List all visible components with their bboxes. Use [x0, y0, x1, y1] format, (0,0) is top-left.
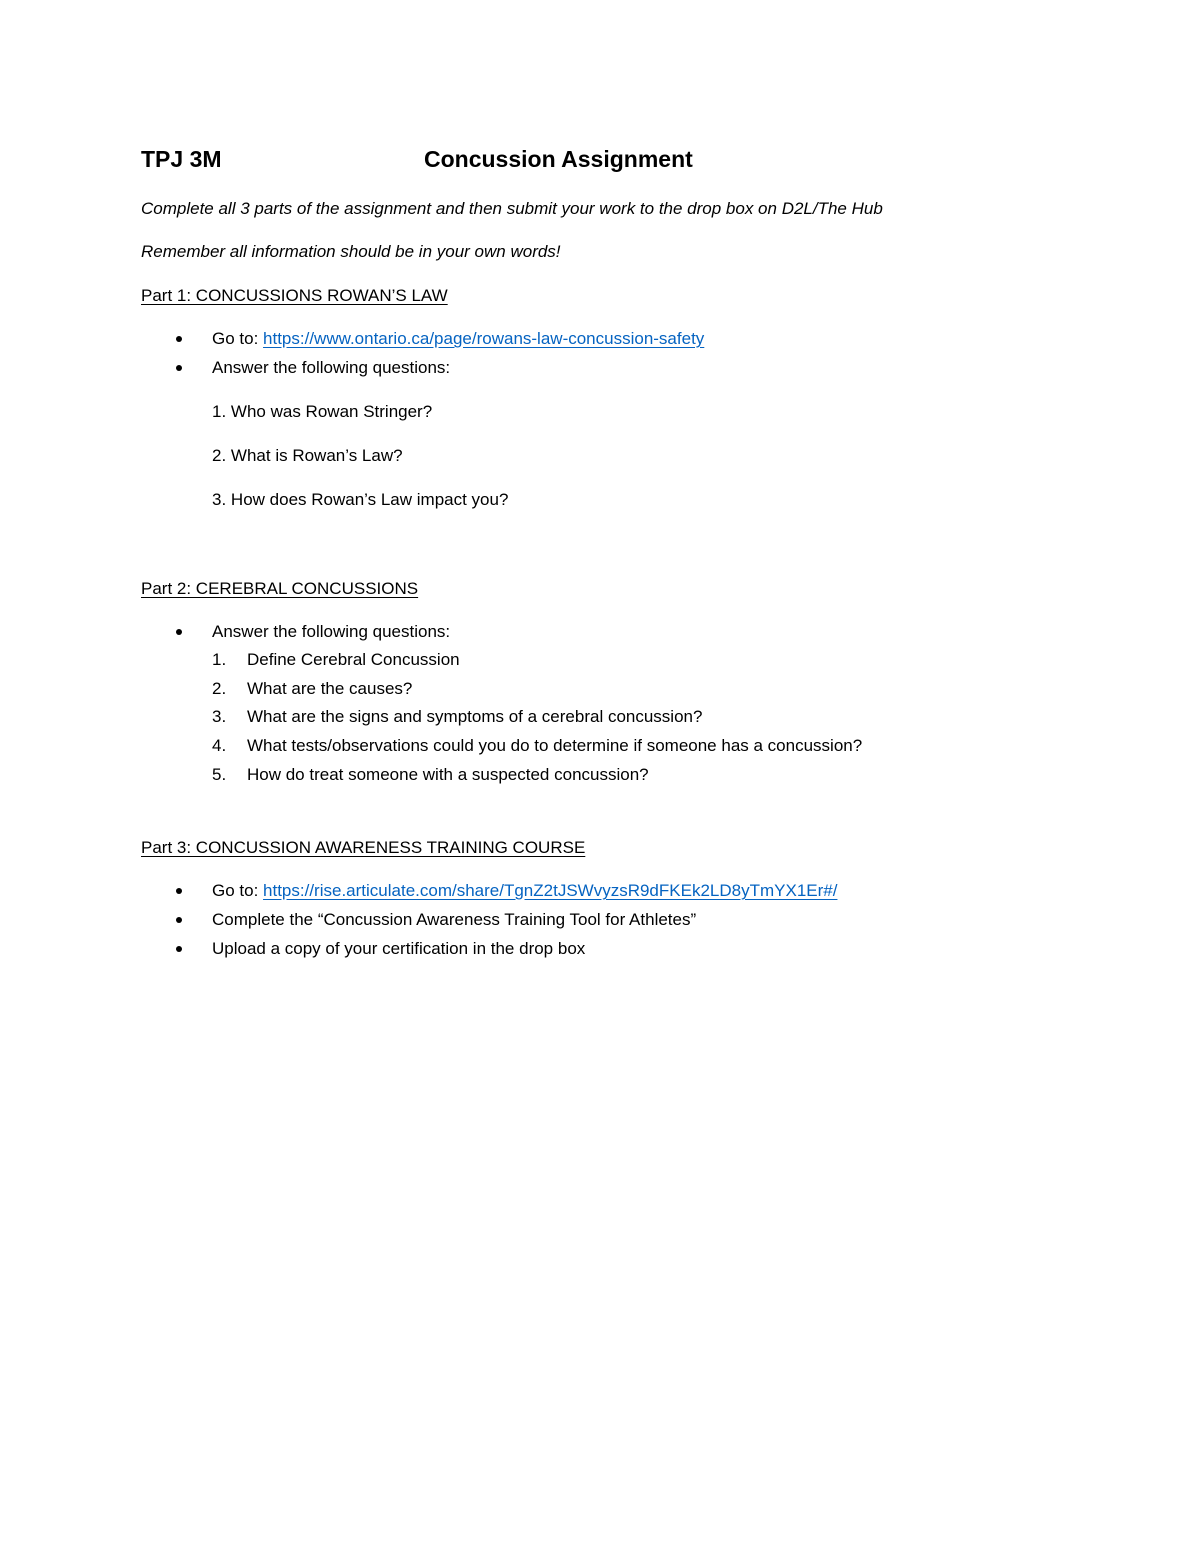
question-text: Who was Rowan Stringer?: [230, 402, 433, 421]
part3-goto-item: [212, 882, 837, 899]
part1-question-1: [212, 403, 432, 420]
question-text: What are the signs and symptoms of a cerebral concussion?: [247, 707, 703, 726]
part1-question-2: [212, 447, 403, 464]
part2-question-3: [212, 708, 702, 725]
question-number: 2.: [212, 446, 227, 465]
bullet-icon: [176, 365, 182, 371]
part1-answer-prompt: Answer the following questions:: [212, 358, 451, 377]
question-number: 5.: [212, 765, 227, 784]
question-number: 3.: [212, 707, 227, 726]
course-code: TPJ 3M: [141, 146, 222, 172]
goto-label: Go to:: [212, 329, 264, 348]
part2-answer-prompt: Answer the following questions:: [212, 622, 451, 641]
part3-upload-item: Upload a copy of your certification in the drop box: [212, 939, 586, 958]
bullet-icon: [176, 336, 182, 342]
bullet-icon: [176, 917, 182, 923]
question-text: What is Rowan’s Law?: [230, 446, 403, 465]
instructions-line-1: Complete all 3 parts of the assignment and then submit your work to the drop box on D2L/The Hub: [141, 199, 883, 218]
part3-complete-item: Complete the “Concussion Awareness Training Tool for Athletes”: [212, 910, 697, 929]
instructions-line-2: Remember all information should be in your own words!: [141, 242, 561, 261]
question-text: How does Rowan’s Law impact you?: [230, 490, 509, 509]
bullet-icon: [176, 629, 182, 635]
rowans-law-link[interactable]: https://www.ontario.ca/page/rowans-law-concussion-safety: [263, 329, 705, 348]
part1-question-3: [212, 491, 508, 508]
part2-heading: Part 2: CEREBRAL CONCUSSIONS: [141, 579, 419, 598]
part2-question-4: [212, 737, 862, 754]
part2-question-5: [212, 766, 649, 783]
bullet-icon: [176, 946, 182, 952]
bullet-icon: [176, 888, 182, 894]
question-number: 1.: [212, 650, 227, 669]
part3-heading: Part 3: CONCUSSION AWARENESS TRAINING COURSE: [141, 838, 586, 857]
question-text: Define Cerebral Concussion: [247, 650, 460, 669]
question-number: 3.: [212, 490, 227, 509]
question-number: 4.: [212, 736, 227, 755]
part1-goto-item: [212, 330, 704, 347]
training-course-link[interactable]: https://rise.articulate.com/share/TgnZ2tJSWvyzsR9dFKEk2LD8yTmYX1Er#/: [263, 881, 838, 900]
question-text: What tests/observations could you do to determine if someone has a concussion?: [247, 736, 863, 755]
page-title: Concussion Assignment: [424, 146, 693, 172]
question-number: 2.: [212, 679, 227, 698]
part2-question-2: [212, 680, 412, 697]
question-number: 1.: [212, 402, 227, 421]
goto-label: Go to:: [212, 881, 264, 900]
question-text: What are the causes?: [247, 679, 413, 698]
question-text: How do treat someone with a suspected concussion?: [247, 765, 649, 784]
part2-question-1: [212, 651, 460, 668]
part1-heading: Part 1: CONCUSSIONS ROWAN’S LAW: [141, 286, 448, 305]
